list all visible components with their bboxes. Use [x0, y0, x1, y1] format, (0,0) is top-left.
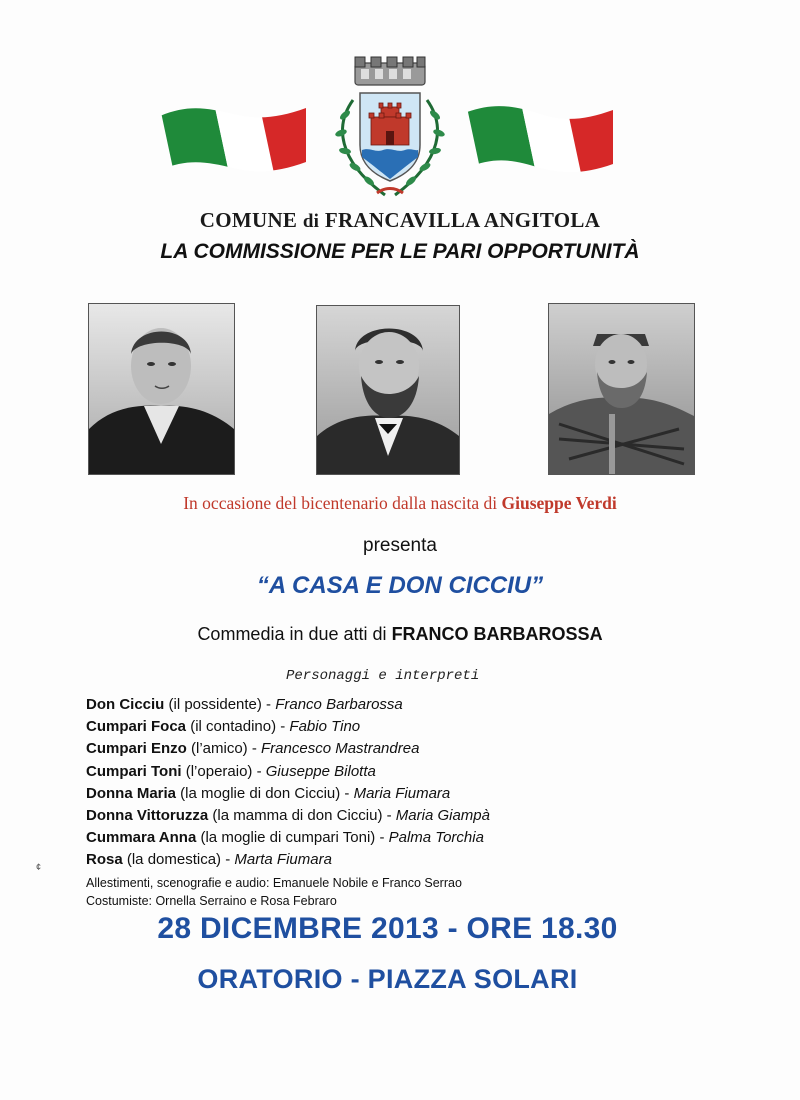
cast-row: Cumpari Foca (il contadino) - Fabio Tino	[86, 718, 361, 736]
cast-list	[86, 694, 726, 872]
credits-costumiste: Costumiste: Ornella Serraino e Rosa Febraro	[86, 894, 337, 908]
stray-mark: ¢	[36, 862, 42, 872]
comune-heading: COMUNE di FRANCAVILLA ANGITOLA	[199, 208, 601, 232]
italian-flag-right-icon	[465, 98, 615, 178]
cast-row: Cumpari Enzo (l’amico) - Francesco Mastrandrea	[86, 740, 420, 758]
cast-row: Don Cicciu (il possidente) - Franco Barbarossa	[86, 696, 403, 713]
credits	[86, 874, 462, 910]
cast-row: Cummara Anna (la moglie di cumpari Toni) - Palma Torchia	[86, 829, 484, 847]
presenta-line: presenta	[363, 535, 437, 556]
portrait-photo-1	[88, 303, 235, 475]
portrait-photo-3	[548, 303, 695, 475]
commissione-heading: LA COMMISSIONE PER LE PARI OPPORTUNITÀ	[160, 240, 640, 263]
commedia-line: Commedia in due atti di FRANCO BARBAROSSA	[197, 624, 603, 644]
castle-crest-icon	[315, 55, 465, 205]
event-place: ORATORIO - PIAZZA SOLARI	[197, 964, 578, 994]
credits-allestimenti: Allestimenti, scenografie e audio: Emanuele Nobile e Franco Serrao	[86, 876, 462, 890]
cast-row: Rosa (la domestica) - Marta Fiumara	[86, 851, 332, 869]
cast-heading: Personaggi e interpreti	[286, 668, 480, 684]
cast-row: Donna Vittoruzza (la mamma di don Cicciu) - Maria Giampà	[86, 806, 490, 824]
cast-row: Cumpari Toni (l’operaio) - Giuseppe Bilotta	[86, 762, 376, 780]
event-date: 28 DICEMBRE 2013 - ORE 18.30	[157, 912, 618, 945]
portrait-photo-2	[316, 305, 460, 475]
cast-row: Donna Maria (la moglie di don Cicciu) - Maria Fiumara	[86, 784, 451, 802]
occasione-line: In occasione del bicentenario dalla nascita di Giuseppe Verdi	[183, 493, 617, 513]
play-title: “A CASA E DON CICCIU”	[256, 572, 544, 599]
italian-flag-left-icon	[158, 98, 308, 178]
